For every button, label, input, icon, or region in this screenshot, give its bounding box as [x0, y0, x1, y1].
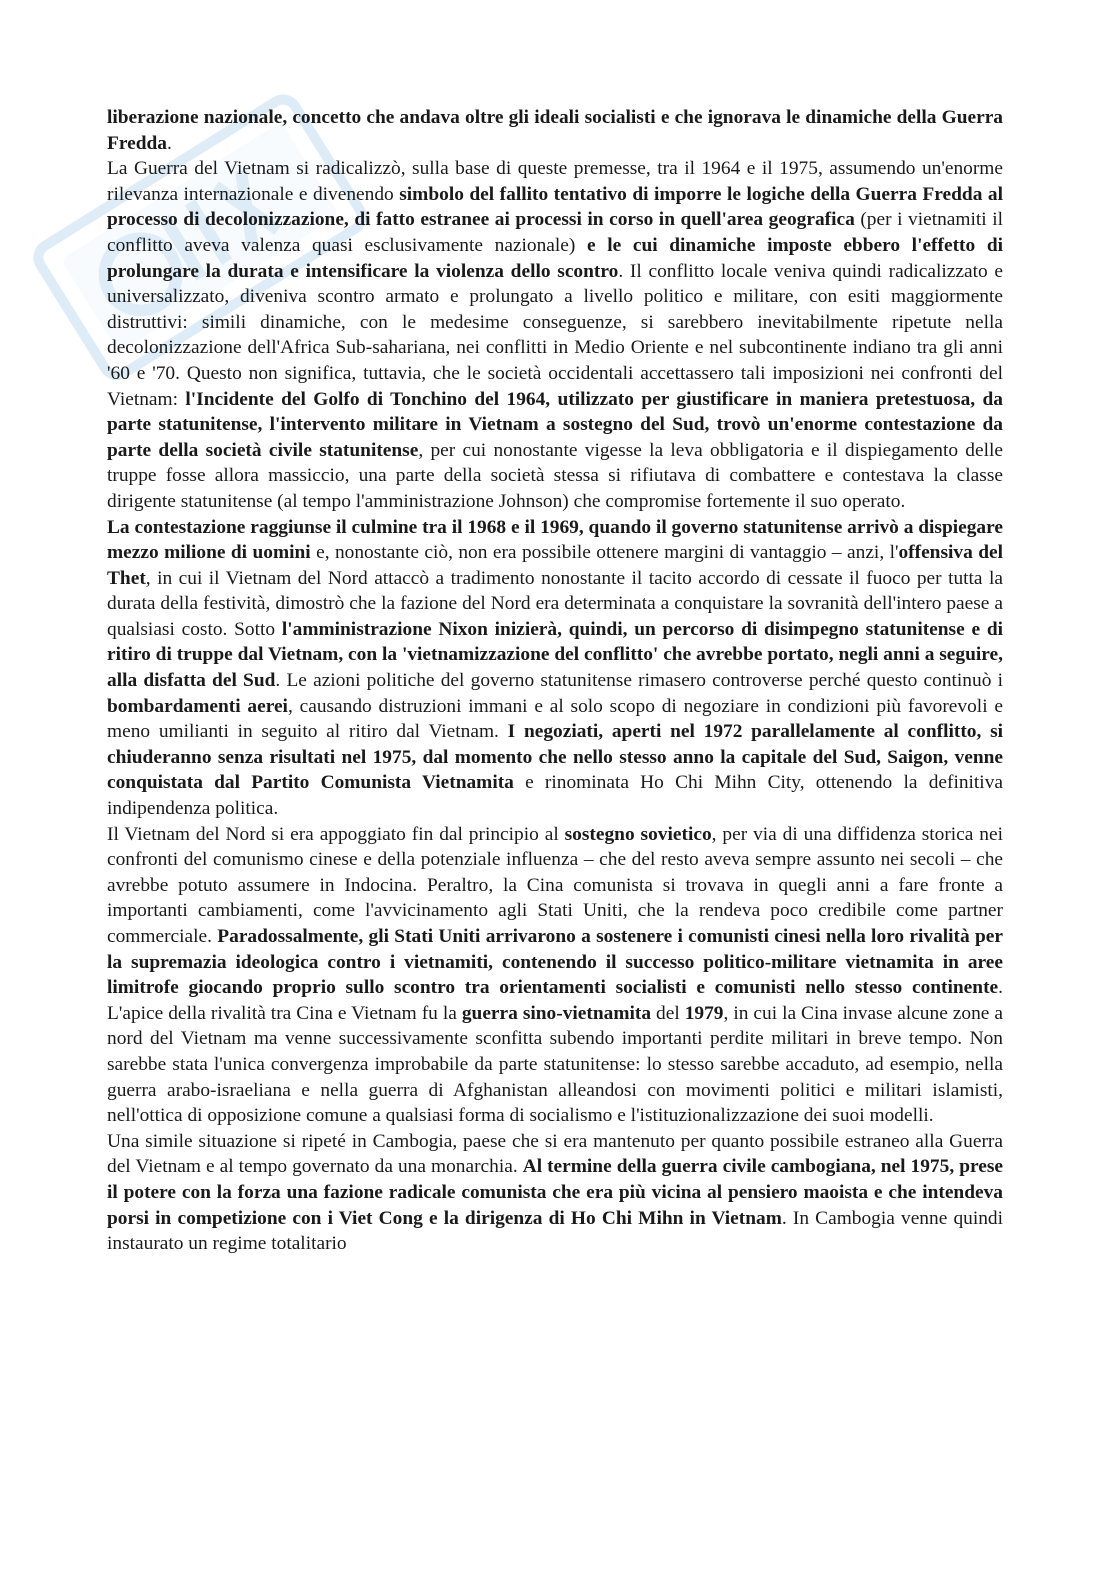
bold-text-run: 1979	[684, 1002, 724, 1024]
bold-text-run: l'amministrazione Nixon inizierà, quindi, un percorso di disimpegno statunitense e di ritiro di truppe dal Vietnam, con la 'vietnamizzazione del conflitto' che avrebbe portato, negli anni a seguire, alla disfatta del Sud	[107, 618, 1003, 692]
text-run: , in cui la Cina invase alcune zone a nord del Vietnam ma venne successivamente sconfitta subendo importanti perdite militari in breve tempo. Non sarebbe stata l'unica convergenza improbabile da parte statunitense: lo stesso sarebbe accaduto, ad esempio, nella guerra arabo-israeliana e nella guerra di Afghanistan alleandosi con movimenti politici e militari islamisti, nell'ottica di opposizione comune a qualsiasi forma di socialismo e l'istituzionalizzazione dei suoi modelli.	[107, 1002, 1003, 1127]
text-run: Il Vietnam del Nord si era appoggiato fin dal principio al	[107, 823, 565, 845]
text-run: . L'apice della rivalità tra Cina e Vietnam fu la	[107, 977, 1003, 1024]
bold-text-run: e le cui dinamiche imposte ebbero l'effetto di prolungare la durata e intensificare la violenza dello scontro	[107, 234, 1003, 282]
bold-text-run: bombardamenti aerei	[107, 695, 288, 717]
bold-text-run: l'Incidente del Golfo di Tonchino del 1964, utilizzato per giustificare in maniera pretestuosa, da parte statunitense, l'intervento militare in Vietnam a sostegno del Sud, trovò un'enorme contestazione da parte della società civile statunitense	[107, 388, 1004, 461]
text-run: . In Cambogia venne quindi instaurato un regime totalitario	[107, 1207, 1003, 1255]
paragraph	[107, 515, 1003, 822]
paragraph	[107, 1129, 1003, 1257]
text-run: . Le azioni politiche del governo statunitense rimasero controverse perché questo continuò i	[275, 670, 1003, 692]
text-run: (per i vietnamiti il conflitto aveva valenza quasi esclusivamente nazionale)	[107, 209, 1003, 256]
bold-text-run: guerra sino-vietnamita	[461, 1002, 652, 1024]
text-run: del	[651, 1002, 685, 1024]
text-run: Una simile situazione si ripeté in Cambogia, paese che si era mantenuto per quanto possibile estraneo alla Guerra del Vietnam e al tempo governato da una monarchia.	[107, 1130, 1003, 1178]
text-run: e rinominata Ho Chi Mihn City, ottenendo la definitiva indipendenza politica.	[107, 772, 1003, 820]
text-run: .	[166, 132, 172, 154]
bold-text-run: simbolo del fallito tentativo di imporre le logiche della Guerra Fredda al processo di decolonizzazione, di fatto estranee ai processi in corso in quell'area geografica	[107, 183, 1003, 231]
bold-text-run: Paradossalmente, gli Stati Uniti arrivarono a sostenere i comunisti cinesi nella loro rivalità per la supremazia ideologica contro i vietnamiti, contenendo il successo politico-militare vietnamita in aree limitrofe giocando proprio sullo scontro tra orientamenti socialisti e comunisti nello stesso continente	[107, 926, 1003, 999]
document-page	[107, 105, 1003, 1257]
paragraph	[107, 156, 1003, 514]
bold-text-run: sostegno sovietico	[564, 823, 712, 845]
text-run: , per via di una diffidenza storica nei confronti del comunismo cinese e della potenziale influenza – che del resto aveva sempre assunto nei secoli – che avrebbe potuto assumere in Indocina. Peraltro, la Cina comunista si trovava in quegli anni a fare fronte a importanti cambiamenti, come l'avvicinamento agli Stati Uniti, che la rendeva poco credibile come partner commerciale.	[107, 823, 1003, 947]
text-run: . Il conflitto locale veniva quindi radicalizzato e universalizzato, diveniva scontro armato e prolungato a livello politico e militare, con esiti maggiormente distruttivi: simili dinamiche, con le medesime conseguenze, si sarebbero inevitabilmente ripetute nella decolonizzazione dell'Africa Sub-sahariana, nei conflitti in Medio Oriente e nel subcontinente indiano tra gli anni '60 e '70. Questo non significa, tuttavia, che le società occidentali accettassero tali imposizioni nei confronti del Vietnam:	[107, 260, 1003, 410]
text-run: , in cui il Vietnam del Nord attaccò a tradimento nonostante il tacito accordo di cessate il fuoco per tutta la durata della festività, dimostrò che la fazione del Nord era determinata a conquistare la sovranità dell'intero paese a qualsiasi costo. Sotto	[107, 567, 1003, 640]
bold-text-run: offensiva del Thet	[107, 542, 1003, 589]
bold-text-run: Al termine della guerra civile cambogiana, nel 1975, prese il potere con la forza una fazione radicale comunista che era più vicina al pensiero maoista e che intendeva porsi in competizione con i Viet Cong e la dirigenza di Ho Chi Mihn in Vietnam	[107, 1156, 1003, 1229]
paragraph	[107, 105, 1003, 156]
bold-text-run: I negoziati, aperti nel 1972 parallelamente al conflitto, si chiuderanno senza risultati nel 1975, dal momento che nello stesso anno la capitale del Sud, Saigon, venne conquistata dal Partito Comunista Vietnamita	[107, 721, 1004, 794]
text-run: , causando distruzioni immani e al solo scopo di negoziare in condizioni più favorevoli e meno umilianti in seguito al ritiro dal Vietnam.	[107, 695, 1003, 743]
text-run: , per cui nonostante vigesse la leva obbligatoria e il dispiegamento delle truppe fosse allora massiccio, una parte della società stessa si rifiutava di combattere e contestava la classe dirigente statunitense (al tempo l'amministrazione Johnson) che compromise fortemente il suo operato.	[107, 439, 1003, 512]
paragraph	[107, 822, 1003, 1129]
text-run: La Guerra del Vietnam si radicalizzò, sulla base di queste premesse, tra il 1964 e il 1975, assumendo un'enorme rilevanza internazionale e divenendo	[107, 158, 1003, 205]
bold-text-run: La contestazione raggiunse il culmine tra il 1968 e il 1969, quando il governo statunitense arrivò a dispiegare mezzo milione di uomini	[107, 516, 1003, 564]
text-run: e, nonostante ciò, non era possibile ottenere margini di vantaggio – anzi, l'	[310, 542, 899, 564]
bold-text-run: liberazione nazionale, concetto che andava oltre gli ideali socialisti e che ignorava le dinamiche della Guerra Fredda	[107, 107, 1003, 154]
